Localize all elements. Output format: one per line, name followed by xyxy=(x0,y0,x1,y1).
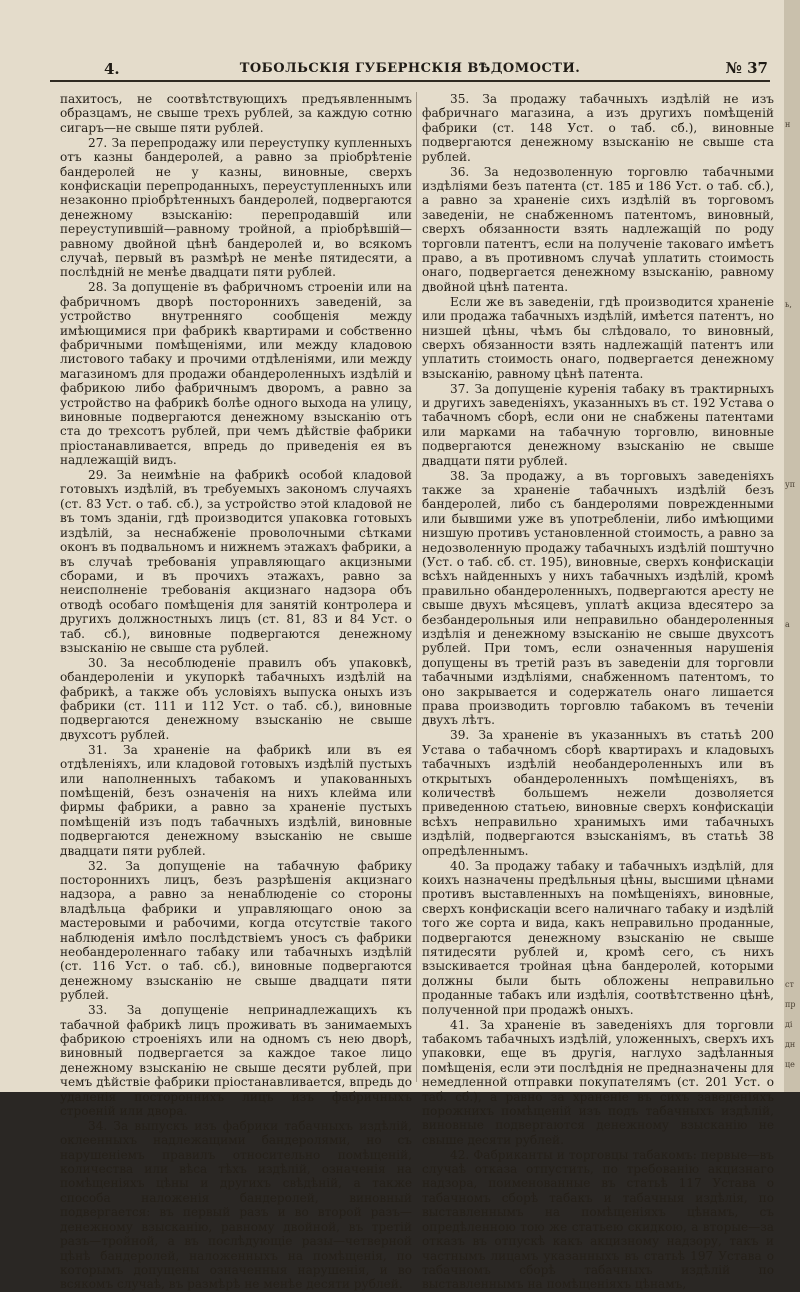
edge-fragment: а xyxy=(785,620,790,629)
article-31: 31. За храненіе на фабрикѣ или въ ея отдѣленіяхъ, или кладовой готовыхъ издѣлій пустыхъ или наполненныхъ табакомъ и упакованныхъ помѣщеній, безъ означенія на нихъ клейма или фирмы фабрики, а равно за храненіе пустыхъ помѣщеній изъ подъ табачныхъ издѣлій, виновные подвергаются денежному взысканію не свыше двадцати пяти рублей. xyxy=(60,742,412,858)
edge-fragment: це xyxy=(785,1060,795,1069)
left-column xyxy=(60,92,412,1292)
page-number: 4. xyxy=(104,60,120,78)
article-36-continued: Если же въ заведеніи, гдѣ производится храненіе или продажа табачныхъ издѣлій, имѣется патентъ, но низшей цѣны, чѣмъ бы слѣдовало, то виновный, сверхъ обязанности взять надлежащій патентъ или уплатить стоимость онаго, подвергается денежному взысканію, равному цѣнѣ патента. xyxy=(422,294,774,381)
article-41: 41. За храненіе въ заведеніяхъ для торговли табакомъ табачныхъ издѣлій, уложенныхъ, сверхъ ихъ упаковки, еще въ другія, наглухо задѣланныя помѣщенія, если эти послѣднія не предназначены для немедленной отправки покупателямъ (ст. 201 Уст. о таб. сб.), а равно за храненіе въ сихъ заведеніяхъ порожнихъ помѣщеній изъ подъ табачныхъ издѣлій, виновные подвергаются денежному взысканію не свыше десяти рублей. xyxy=(422,1017,774,1147)
article-34: 34. За выпускъ изъ фабрики табачныхъ издѣлій, оклеенныхъ надлежащими бандеролями, но съ нарушеніемъ правилъ относительно помѣщеній, количества или вѣса тѣхъ издѣлій, означенія на помѣщеніяхъ цѣны и другихъ свѣдѣній, а также способа наложенія бандеролей, виновный подвергается: въ первый разъ и во второй разъ—денежному взысканію, равному двойной, въ третій разъ—тройной, а въ послѣдующіе разы—четверной цѣнѣ бандеролей, наложенныхъ на помѣщенія, по которымъ допущены означенныя нарушенія, и во всякомъ случаѣ, въ размѣрѣ не менѣе десяти рублей. xyxy=(60,1118,412,1292)
paragraph: пахитосъ, не соотвѣтствующихъ предъявленнымъ образцамъ, не свыше трехъ рублей, за каждую сотню сигаръ—не свыше пяти рублей. xyxy=(60,92,412,135)
newspaper-title: ТОБОЛЬСКІЯ ГУБЕРНСКІЯ ВѢДОМОСТИ. xyxy=(239,61,581,76)
article-35: 35. За продажу табачныхъ издѣлій не изъ фабричнаго магазина, а изъ другихъ помѣщеній фабрики (ст. 148 Уст. о таб. сб.), виновные подвергаются денежному взысканію не свыше ста рублей. xyxy=(422,92,774,164)
article-32: 32. За допущеніе на табачную фабрику постороннихъ лицъ, безъ разрѣшенія акцизнаго надзора, а равно за ненаблюденіе со стороны владѣльца фабрики и управляющаго оною за мастеровыми и рабочими, когда отсутствіе такого наблюденія имѣло послѣдствіемъ уносъ съ фабрики необандероленнаго табаку или табачныхъ издѣлій (ст. 116 Уст. о таб. сб.), виновные подвергаются денежному взысканію не свыше двадцати пяти рублей. xyxy=(60,858,412,1003)
column-divider xyxy=(416,92,417,1082)
adjacent-page-edge xyxy=(784,0,800,1092)
article-38: 38. За продажу, а въ торговыхъ заведеніяхъ также за храненіе табачныхъ издѣлій безъ бандеролей, либо съ бандеролями поврежденными или бывшими уже въ употребленіи, либо имѣющими низшую противъ установленной стоимость, а равно за недозволенную продажу табачныхъ издѣлій поштучно (Уст. о таб. сб. ст. 195), виновные, сверхъ конфискаціи всѣхъ найденныхъ у нихъ табачныхъ издѣлій, кромѣ правильно обандероленныхъ, подвергаются аресту не свыше двухъ мѣсяцевъ, уплатѣ акциза вдесятеро за безбандерольныя или неправильно обандероленныя издѣлія и денежному взысканію не свыше двухсотъ рублей. При томъ, если означенныя нарушенія допущены въ третій разъ въ заведеніи для торговли табачными издѣліями, снабженномъ патентомъ, то оно закрывается и содержатель онаго лишается права производить торговлю табакомъ въ теченіи двухъ лѣтъ. xyxy=(422,468,774,728)
edge-fragment: ді xyxy=(785,1020,793,1029)
article-29: 29. За неимѣніе на фабрикѣ особой кладовой готовыхъ издѣлій, въ требуемыхъ закономъ случаяхъ (ст. 83 Уст. о таб. сб.), за устройство этой кладовой не въ томъ зданіи, гдѣ производится упаковка готовыхъ издѣлій, за неснабженіе проволочными сѣтками оконъ въ подвальномъ и нижнемъ этажахъ фабрики, а въ случаѣ требованія управляющаго акцизными сборами, и въ прочихъ этажахъ, равно за неисполненіе требованія акцизнаго надзора объ отводѣ особаго помѣщенія для занятій контролера и другихъ должностныхъ лицъ (ст. 81, 83 и 84 Уст. о таб. сб.), виновные подвергаются денежному взысканію не свыше ста рублей. xyxy=(60,468,412,655)
edge-fragment: уп xyxy=(785,480,796,489)
article-28: 28. За допущеніе въ фабричномъ строеніи или на фабричномъ дворѣ постороннихъ заведеній, за устройство внутренняго сообщенія между имѣющимися при фабрикѣ квартирами и собственно фабричными помѣщеніями, или между кладовою листового табаку и прочими отдѣленіями, или между магазиномъ для продажи обандероленныхъ издѣлій и фабрикою либо фабричнымъ дворомъ, а равно за устройство на фабрикѣ болѣе одного выхода на улицу, виновные подвергаются денежному взысканію отъ ста до трехсотъ рублей, при чемъ дѣйствіе фабрики пріостанавливается, впредь до приведенія ея въ надлежащій видъ. xyxy=(60,280,412,468)
article-33: 33. За допущеніе непринадлежащихъ къ табачной фабрикѣ лицъ проживать въ занимаемыхъ фабрикою строеніяхъ или на одномъ съ нею дворѣ, виновный подвергается за каждое такое лицо денежному взысканію не свыше десяти рублей, при чемъ дѣйствіе фабрики пріостанавливается, впредь до удаленія постороннихъ лицъ изъ фабричныхъ строеній или двора. xyxy=(60,1003,412,1118)
issue-number: № 37 xyxy=(725,59,768,77)
article-36: 36. За недозволенную торговлю табачными издѣліями безъ патента (ст. 185 и 186 Уст. о таб. сб.), а равно за храненіе сихъ издѣлій въ торговомъ заведеніи, не снабженномъ патентомъ, виновный, сверхъ обязанности взять надлежащій по роду торговли патентъ, если на полученіе таковаго имѣетъ право, а въ противномъ случаѣ уплатить стоимость онаго, подвергается денежному взысканію, равному двойной цѣнѣ патента. xyxy=(422,164,774,294)
article-27: 27. За перепродажу или переуступку купленныхъ отъ казны бандеролей, а равно за пріобрѣтеніе бандеролей не у казны, виновные, сверхъ конфискаціи перепроданныхъ, переуступленныхъ или незаконно пріобрѣтенныхъ бандеролей, подвергаются денежному взысканію: перепродавшій или переуступившій—равному тройной, а пріобрѣвшій—равному двойной цѣнѣ бандеролей и, во всякомъ случаѣ, первый въ размѣрѣ не менѣе пятидесяти, а послѣдній не менѣе двадцати пяти рублей. xyxy=(60,135,412,280)
edge-fragment: ь, xyxy=(785,300,792,309)
edge-fragment: ст xyxy=(785,980,794,989)
page-header xyxy=(50,58,770,82)
article-37: 37. За допущеніе куренія табаку въ трактирныхъ и другихъ заведеніяхъ, указанныхъ въ ст. 192 Устава о табачномъ сборѣ, если они не снабжены патентами или марками на табачную торговлю, виновные подвергаются денежному взысканію не свыше двадцати пяти рублей. xyxy=(422,381,774,468)
edge-fragment: пр xyxy=(785,1000,796,1009)
edge-fragment: дн xyxy=(785,1040,796,1049)
article-40: 40. За продажу табаку и табачныхъ издѣлій, для коихъ назначены предѣльныя цѣны, высшими цѣнами противъ выставленныхъ на помѣщеніяхъ, виновные, сверхъ конфискаціи всего наличнаго табаку и издѣлій того же сорта и вида, какъ неправильно проданные, подвергаются денежному взысканію не свыше пятидесяти рублей и, кромѣ сего, съ нихъ взыскивается тройная цѣна бандеролей, которыми должны были быть обложены неправильно проданные табакъ или издѣлія, соотвѣтственно цѣнѣ, полученной при продажѣ оныхъ. xyxy=(422,858,774,1017)
edge-fragment: н xyxy=(785,120,791,129)
right-column xyxy=(422,92,774,1292)
article-30: 30. За несоблюденіе правилъ объ упаковкѣ, обандероленіи и укупоркѣ табачныхъ издѣлій на фабрикѣ, а также объ условіяхъ выпуска оныхъ изъ фабрики (ст. 111 и 112 Уст. о таб. сб.), виновные подвергаются денежному взысканію не свыше двухсотъ рублей. xyxy=(60,655,412,742)
article-42: 42. Фабриканты и торговцы табакомъ: первые—въ случаѣ отказа отпустить, по требованію акцизнаго надзора, поименованные въ статьѣ 117 Устава о табачномъ сборѣ табакъ и табачныя издѣлія, по выставленнымъ на помѣщеніяхъ цѣнамъ, съ опредѣленною тою же статьею скидкою, а вторые—за отказъ въ отпускѣ какъ акцизному надзору, такъ и частнымъ лицамъ указанныхъ въ статьѣ 197 Устава о табачномъ сборѣ табачныхъ издѣлій по выставленнымъ на помѣщеніяхъ цѣнамъ, xyxy=(422,1147,774,1292)
article-39: 39. За храненіе въ указанныхъ въ статьѣ 200 Устава о табачномъ сборѣ квартирахъ и кладовыхъ табачныхъ издѣлій необандероленныхъ или въ открытыхъ обандероленныхъ помѣщеніяхъ, въ количествѣ большемъ нежели дозволяется приведенною статьею, виновные сверхъ конфискаціи всѣхъ неправильно хранимыхъ ими табачныхъ издѣлій, подвергаются взысканіямъ, въ статьѣ 38 опредѣленнымъ. xyxy=(422,728,774,858)
